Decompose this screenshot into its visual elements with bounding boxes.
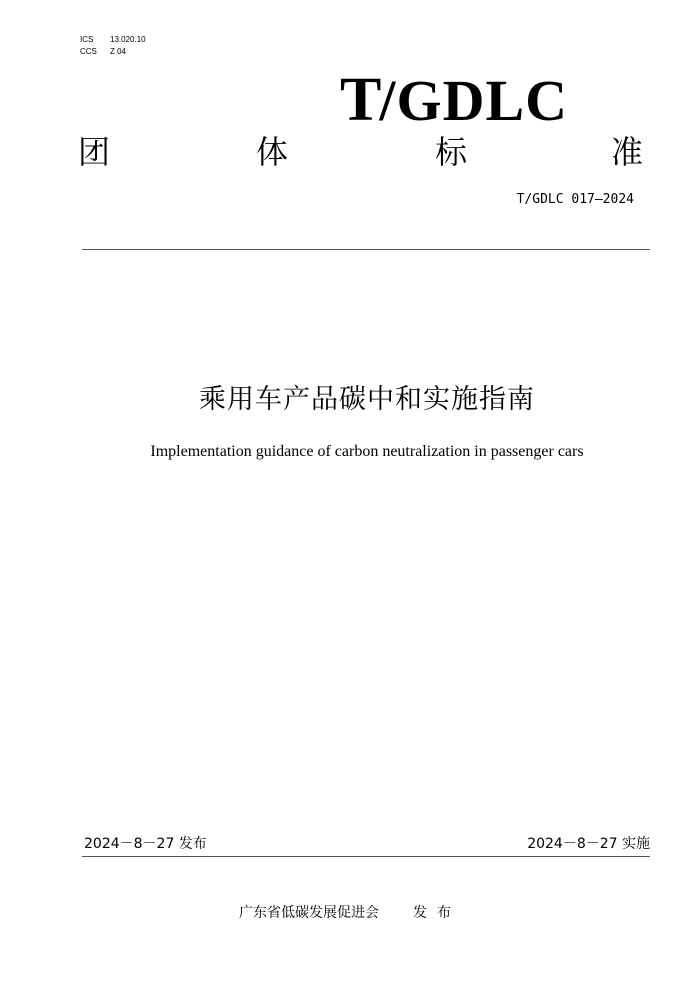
ccs-label: CCS (80, 47, 97, 56)
publisher-action: 发布 (413, 905, 461, 921)
top-divider (82, 249, 650, 250)
organization-logo (340, 68, 620, 133)
ics-label: ICS (80, 35, 94, 44)
standard-kind-char: 团 (78, 133, 111, 171)
publisher-line (239, 904, 461, 922)
title-english: Implementation guidance of carbon neutralization in passenger cars (150, 443, 584, 460)
ccs-classification (80, 46, 126, 58)
issue-date: 2024－8－27 发布 (84, 836, 207, 852)
standard-number: T/GDLC 017—2024 (516, 192, 634, 207)
bottom-divider (82, 856, 650, 857)
title-chinese: 乘用车产品碳中和实施指南 (199, 384, 535, 415)
standard-kind-char: 体 (256, 133, 289, 171)
implementation-date: 2024－8－27 实施 (527, 836, 650, 852)
ics-classification (80, 34, 146, 46)
publisher-name: 广东省低碳发展促进会 (239, 905, 379, 921)
standard-kind-char: 准 (611, 133, 644, 171)
standard-kind-heading (78, 132, 648, 172)
ics-value: 13.020.10 (110, 35, 146, 44)
standard-kind-char: 标 (435, 133, 468, 171)
logo-rest: /GDLC (379, 68, 569, 133)
logo-t: T (340, 66, 380, 134)
ccs-value: Z 04 (110, 47, 127, 56)
